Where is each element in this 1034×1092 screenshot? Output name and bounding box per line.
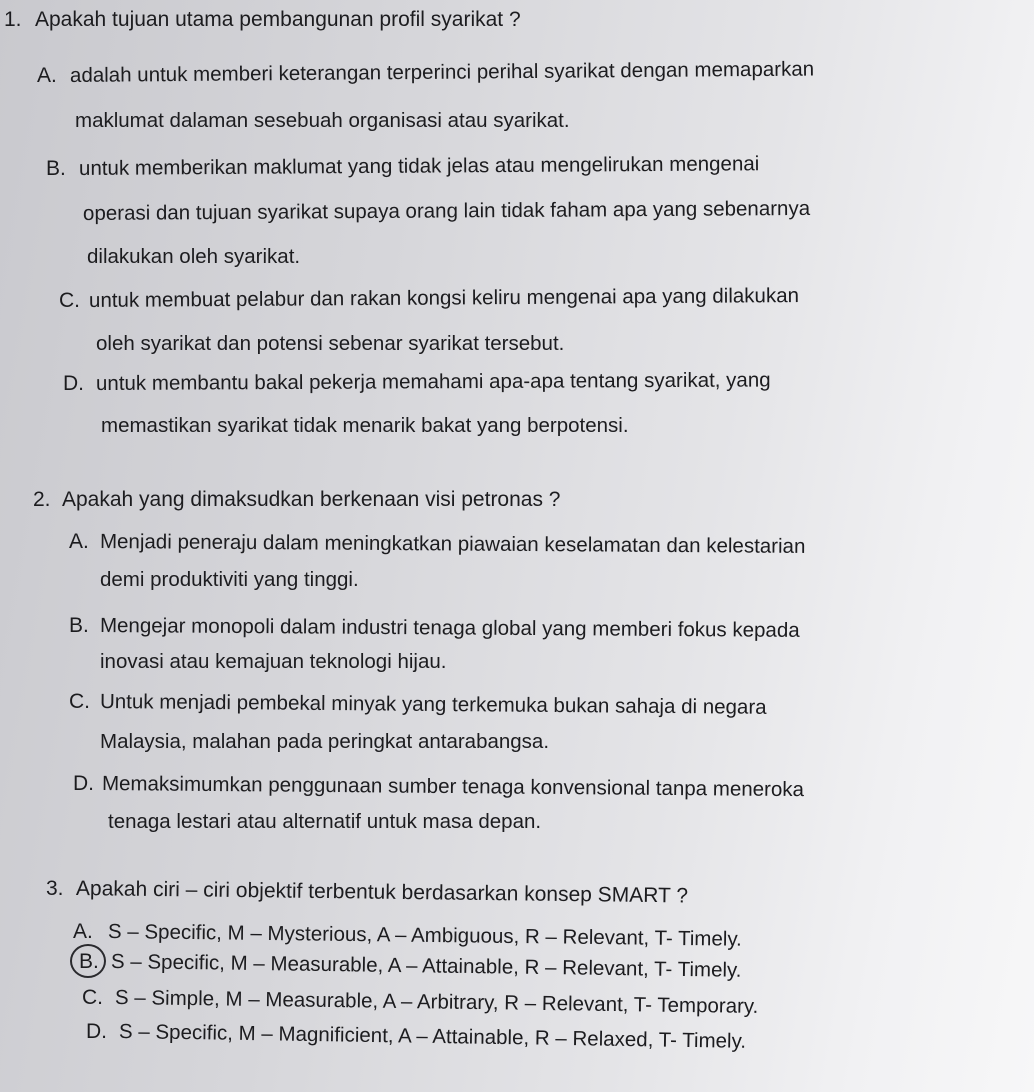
option-letter: A. [69, 530, 89, 553]
option-text-line: maklumat dalaman sesebuah organisasi atau syarikat. [75, 109, 570, 132]
option-text-line: Memaksimumkan penggunaan sumber tenaga konvensional tanpa meneroka [101, 772, 805, 802]
option-letter: A. [73, 920, 93, 943]
question-text: Apakah yang dimaksudkan berkenaan visi petronas ? [62, 488, 561, 511]
option-text-line: dilakukan oleh syarikat. [87, 245, 301, 268]
option-text-line: oleh syarikat dan potensi sebenar syarikat tersebut. [96, 332, 565, 355]
option-letter: B. [46, 157, 66, 180]
option-text-line: tenaga lestari atau alternatif untuk masa depan. [108, 810, 542, 833]
option-letter: D. [63, 372, 84, 395]
option-text-line: Malaysia, malahan pada peringkat antarabangsa. [100, 730, 550, 753]
option-text-line: Mengejar monopoli dalam industri tenaga global yang memberi fokus kepada [99, 614, 800, 642]
question-number: 2. [33, 488, 51, 511]
question-number: 3. [46, 877, 64, 900]
option-text-line: adalah untuk memberi keterangan terperinci perihal syarikat dengan memaparkan [69, 57, 815, 87]
option-letter: C. [59, 289, 80, 312]
option-letter: B. [79, 950, 99, 973]
option-text-line: operasi dan tujuan syarikat supaya orang lain tidak faham apa yang sebenarnya [82, 196, 811, 225]
option-text-line: demi produktiviti yang tinggi. [100, 568, 359, 591]
option-text-line: memastikan syarikat tidak menarik bakat yang berpotensi. [101, 414, 629, 437]
option-letter: B. [69, 614, 89, 637]
option-text-line: inovasi atau kemajuan teknologi hijau. [100, 650, 447, 673]
question-text: Apakah ciri – ciri objektif terbentuk berdasarkan konsep SMART ? [75, 877, 689, 908]
option-text-line: S – Specific, M – Measurable, A – Attainable, R – Relevant, T- Timely. [110, 950, 742, 982]
option-text-line: untuk membuat pelabur dan rakan kongsi keliru mengenai apa yang dilakukan [88, 284, 800, 312]
option-text-line: S – Specific, M – Magnificient, A – Attainable, R – Relaxed, T- Timely. [118, 1020, 747, 1053]
option-text-line: Menjadi peneraju dalam meningkatkan piawaian keselamatan dan kelestarian [99, 530, 806, 558]
question-text: Apakah tujuan utama pembangunan profil syarikat ? [35, 8, 521, 31]
option-letter: D. [86, 1020, 107, 1043]
question-number: 1. [4, 8, 22, 31]
option-letter: A. [37, 64, 57, 87]
option-letter: C. [69, 690, 90, 713]
option-text-line: untuk membantu bakal pekerja memahami apa-apa tentang syarikat, yang [95, 368, 771, 395]
option-letter: C. [82, 986, 103, 1009]
option-text-line: untuk memberikan maklumat yang tidak jelas atau mengelirukan mengenai [78, 152, 760, 180]
option-text-line: Untuk menjadi pembekal minyak yang terkemuka bukan sahaja di negara [99, 690, 767, 719]
option-letter: D. [73, 772, 94, 795]
option-text-line: S – Specific, M – Mysterious, A – Ambiguous, R – Relevant, T- Timely. [107, 920, 742, 951]
option-text-line: S – Simple, M – Measurable, A – Arbitrary, R – Relevant, T- Temporary. [114, 986, 759, 1018]
